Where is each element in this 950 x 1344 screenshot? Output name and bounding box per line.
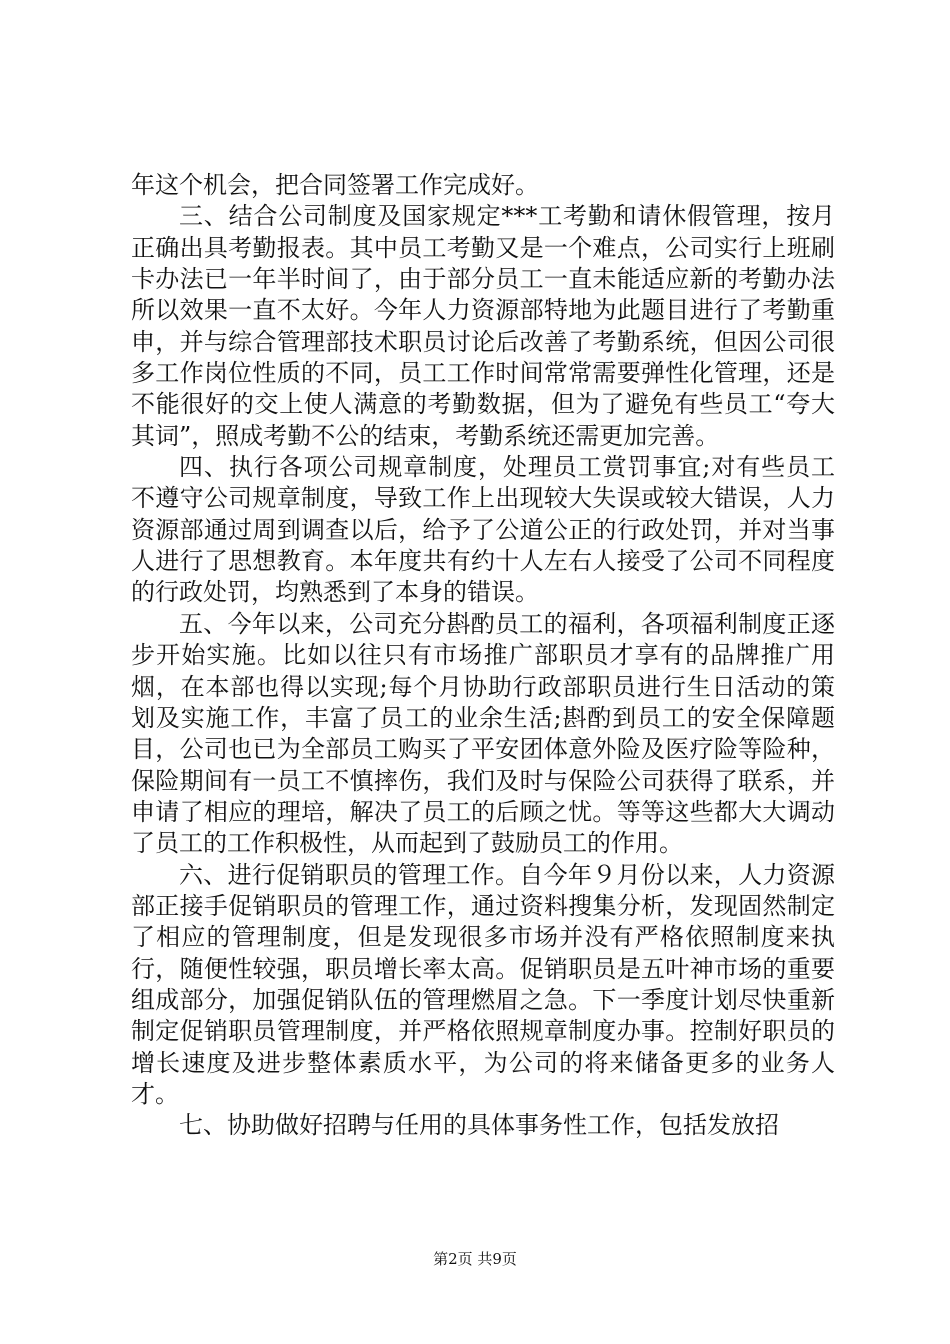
document-body [131, 170, 835, 1142]
paragraph-rules: 四、执行各项公司规章制度，处理员工赏罚事宜;对有些员工不遵守公司规章制度，导致工作上出现较大失误或较大错误，人力资源部通过周到调查以后，给予了公道公正的行政处罚，并对当事人进行了思想教育。本年度共有约十人左右人接受了公司不同程度的行政处罚，均熟悉到了本身的错误。 [131, 453, 835, 607]
page-number-footer: 第2页 共9页 [433, 1250, 517, 1268]
paragraph-welfare: 五、今年以来，公司充分斟酌员工的福利，各项福利制度正逐步开始实施。比如以往只有市场推广部职员才享有的品牌推广用烟，在本部也得以实现;每个月协助行政部职员进行生日活动的策划及实施工作，丰富了员工的业余生活;斟酌到员工的安全保障题目，公司也已为全部员工购买了平安团体意外险及医疗险等险种，保险期间有一员工不慎摔伤，我们及时与保险公司获得了联系，并申请了相应的理培，解决了员工的后顾之忧。等等这些都大大调动了员工的工作积极性，从而起到了鼓励员工的作用。 [131, 609, 835, 858]
paragraph-promoters: 六、进行促销职员的管理工作。自今年９月份以来，人力资源部正接手促销职员的管理工作，通过资料搜集分析，发现固然制定了相应的管理制度，但是发现很多市场并没有严格依照制度来执行，随便性较强，职员增长率太高。促销职员是五叶神市场的重要组成部分，加强促销队伍的管理燃眉之急。下一季度计划尽快重新制定促销职员管理制度，并严格依照规章制度办事。控制好职员的增长速度及进步整体素质水平，为公司的将来储备更多的业务人才。 [131, 860, 835, 1108]
paragraph-recruitment: 七、协助做好招聘与任用的具体事务性工作，包括发放招 [179, 1111, 779, 1140]
paragraph-attendance: 三、结合公司制度及国家规定***工考勤和请休假管理，按月正确出具考勤报表。其中员工考勤又是一个难点，公司实行上班刷卡办法已一年半时间了，由于部分员工一直未能适应新的考勤办法所以效果一直不太好。今年人力资源部特地为此题目进行了考勤重申，并与综合管理部技术职员讨论后改善了考勤系统，但因公司很多工作岗位性质的不同，员工工作时间常常需要弹性化管理，还是不能很好的交上使人满意的考勤数据，但为了避免有些员工“夸大其词”，照成考勤不公的结束，考勤系统还需更加完善。 [131, 202, 835, 450]
paragraph-continuation: 年这个机会，把合同签署工作完成好。 [131, 171, 539, 199]
